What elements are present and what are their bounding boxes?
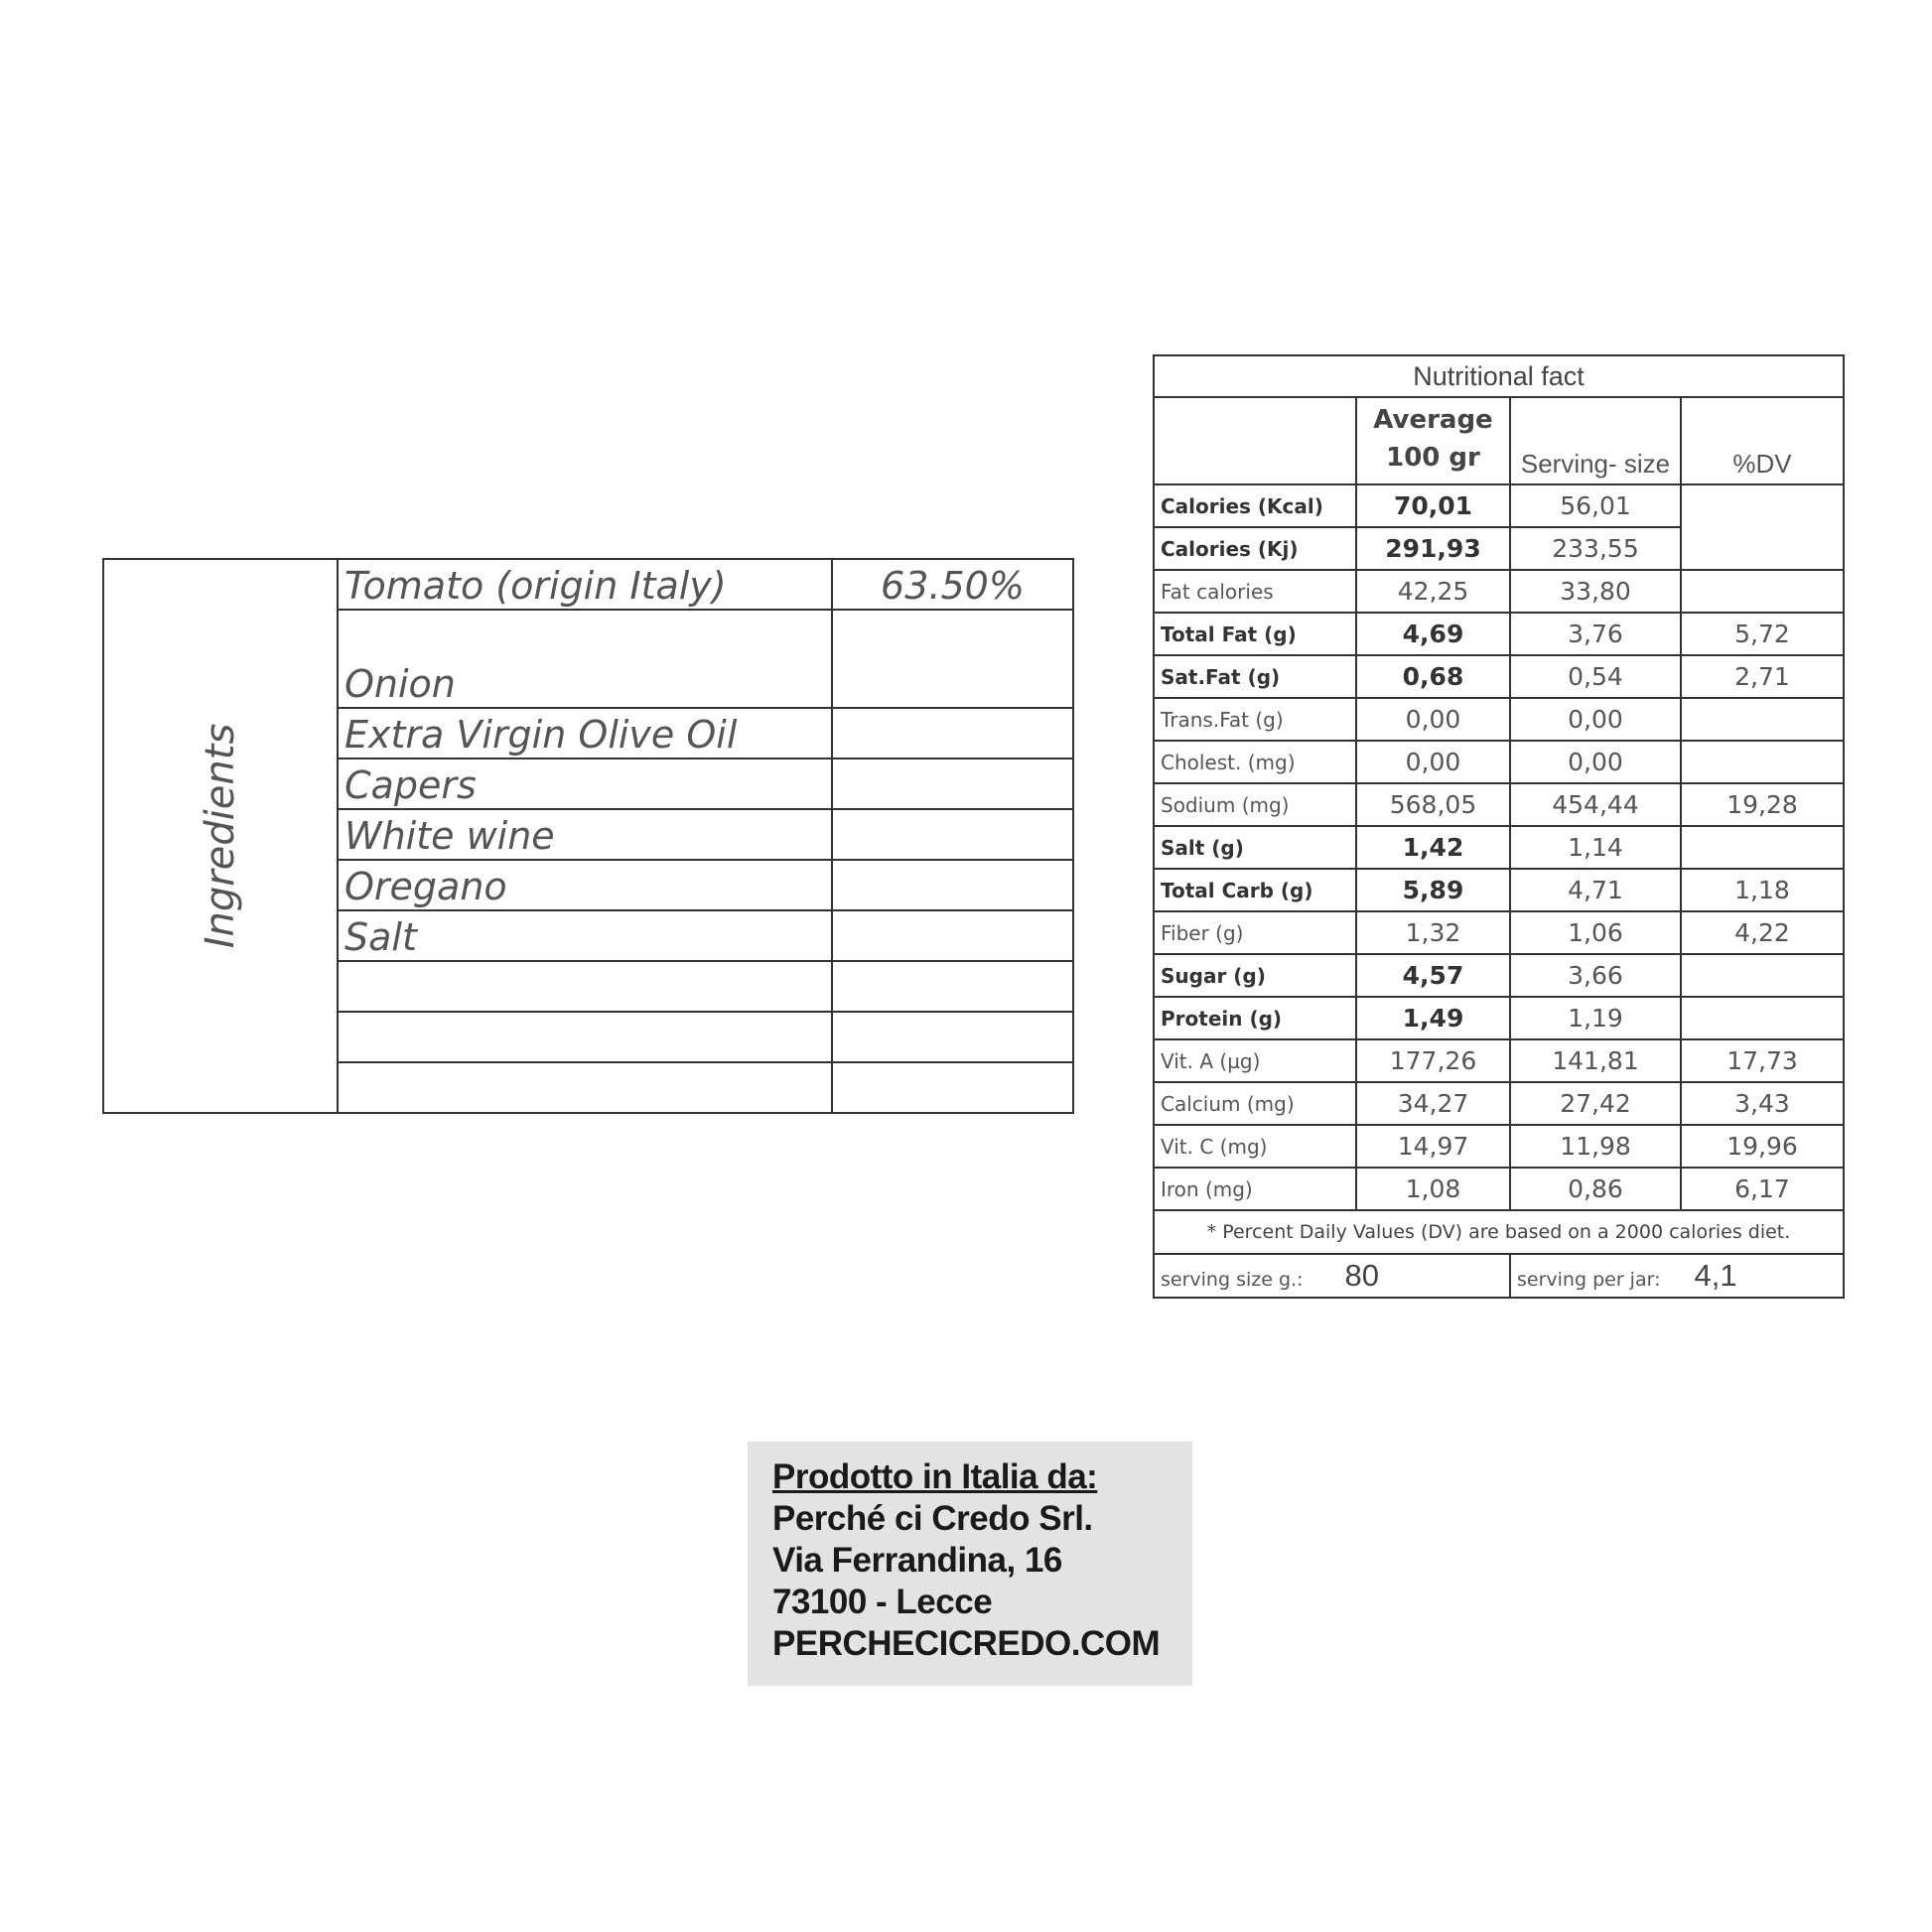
nutrient-label: Total Carb (g) — [1154, 869, 1356, 911]
serving-size-label: serving size g.: — [1161, 1269, 1304, 1291]
dv-footnote: * Percent Daily Values (DV) are based on a 2000 calories diet. — [1154, 1210, 1844, 1254]
nutrient-average-value: 0,00 — [1356, 698, 1510, 741]
header-average-line1: Average — [1373, 405, 1493, 435]
nutrient-row — [1154, 570, 1844, 613]
nutrient-serving-value: 56,01 — [1510, 484, 1681, 527]
nutrient-dv-value — [1681, 826, 1844, 869]
nutrient-serving-value: 0,86 — [1510, 1168, 1681, 1210]
ingredients-table — [102, 558, 1074, 1114]
nutrient-row — [1154, 1039, 1844, 1082]
producer-line: Via Ferrandina, 16 — [772, 1541, 1062, 1580]
nutrient-serving-value: 1,19 — [1510, 997, 1681, 1039]
nutrient-dv-value: 3,43 — [1681, 1082, 1844, 1125]
nutrient-average-value: 0,00 — [1356, 741, 1510, 783]
ingredient-name: Tomato (origin Italy) — [338, 559, 832, 610]
nutrient-row — [1154, 783, 1844, 826]
nutrient-label: Vit. C (mg) — [1154, 1125, 1356, 1168]
producer-line: 73100 - Lecce — [772, 1583, 993, 1621]
nutrient-average-value: 0,68 — [1356, 655, 1510, 698]
nutrient-average-value: 177,26 — [1356, 1039, 1510, 1082]
footnote-row — [1154, 1210, 1844, 1254]
nutrient-serving-value: 0,00 — [1510, 698, 1681, 741]
header-dv: %DV — [1681, 397, 1844, 484]
ingredient-percent — [832, 759, 1073, 809]
ingredient-name: Capers — [338, 759, 832, 809]
nutrient-label: Sat.Fat (g) — [1154, 655, 1356, 698]
nutrient-serving-value: 11,98 — [1510, 1125, 1681, 1168]
nutrient-serving-value: 0,54 — [1510, 655, 1681, 698]
ingredient-percent — [832, 961, 1073, 1012]
nutrient-row — [1154, 1168, 1844, 1210]
nutrient-label: Fat calories — [1154, 570, 1356, 613]
nutrient-dv-value: 2,71 — [1681, 655, 1844, 698]
header-average — [1356, 397, 1510, 484]
nutrient-dv-value — [1681, 484, 1844, 570]
nutrient-dv-value: 17,73 — [1681, 1039, 1844, 1082]
nutrient-label: Salt (g) — [1154, 826, 1356, 869]
serving-per-jar-value: 4,1 — [1694, 1258, 1737, 1293]
ingredient-percent — [832, 1012, 1073, 1062]
nutrient-average-value: 568,05 — [1356, 783, 1510, 826]
header-average-line2: 100 gr — [1386, 443, 1480, 473]
nutrient-average-value: 1,32 — [1356, 911, 1510, 954]
ingredient-name: White wine — [338, 809, 832, 860]
nutrient-label: Cholest. (mg) — [1154, 741, 1356, 783]
ingredient-percent: 63.50% — [832, 559, 1073, 610]
ingredient-percent — [832, 809, 1073, 860]
serving-size-value: 80 — [1344, 1258, 1379, 1293]
nutrient-serving-value: 3,66 — [1510, 954, 1681, 997]
producer-line: Perché ci Credo Srl. — [772, 1499, 1093, 1538]
nutrient-row — [1154, 911, 1844, 954]
nutrient-dv-value: 4,22 — [1681, 911, 1844, 954]
nutrient-row — [1154, 826, 1844, 869]
nutrient-row — [1154, 1082, 1844, 1125]
producer-line: PERCHECICREDO.COM — [772, 1624, 1161, 1663]
nutrient-label: Iron (mg) — [1154, 1168, 1356, 1210]
nutrient-row — [1154, 741, 1844, 783]
nutrient-dv-value — [1681, 954, 1844, 997]
nutrient-average-value: 70,01 — [1356, 484, 1510, 527]
nutrient-average-value: 5,89 — [1356, 869, 1510, 911]
serving-per-jar-cell — [1510, 1254, 1844, 1298]
nutrient-label: Vit. A (µg) — [1154, 1039, 1356, 1082]
nutrient-average-value: 1,08 — [1356, 1168, 1510, 1210]
nutrient-serving-value: 0,00 — [1510, 741, 1681, 783]
nutrient-label: Protein (g) — [1154, 997, 1356, 1039]
nutrient-label: Fiber (g) — [1154, 911, 1356, 954]
nutrient-serving-value: 233,55 — [1510, 527, 1681, 570]
nutrient-row — [1154, 1125, 1844, 1168]
nutrient-label: Calories (Kcal) — [1154, 484, 1356, 527]
nutrient-dv-value — [1681, 570, 1844, 613]
nutrient-average-value: 1,42 — [1356, 826, 1510, 869]
nutrient-serving-value: 141,81 — [1510, 1039, 1681, 1082]
nutrient-serving-value: 1,06 — [1510, 911, 1681, 954]
nutrient-serving-value: 4,71 — [1510, 869, 1681, 911]
nutrient-row — [1154, 997, 1844, 1039]
nutrition-header-row — [1154, 397, 1844, 484]
ingredient-row — [103, 559, 1073, 610]
nutrient-label: Sugar (g) — [1154, 954, 1356, 997]
nutrient-dv-value: 6,17 — [1681, 1168, 1844, 1210]
nutrient-label: Trans.Fat (g) — [1154, 698, 1356, 741]
producer-heading: Prodotto in Italia da: — [772, 1457, 1098, 1496]
nutrient-label: Calcium (mg) — [1154, 1082, 1356, 1125]
nutrient-row — [1154, 954, 1844, 997]
nutrient-row — [1154, 484, 1844, 527]
nutrition-title-row — [1154, 355, 1844, 397]
producer-label — [748, 1442, 1192, 1686]
ingredient-name — [338, 961, 832, 1012]
nutrient-row — [1154, 698, 1844, 741]
serving-size-cell — [1154, 1254, 1510, 1298]
nutrient-dv-value: 1,18 — [1681, 869, 1844, 911]
ingredient-name — [338, 1012, 832, 1062]
nutrition-title: Nutritional fact — [1154, 355, 1844, 397]
ingredient-name: Salt — [338, 910, 832, 961]
nutrient-row — [1154, 613, 1844, 655]
ingredient-name: Extra Virgin Olive Oil — [338, 708, 832, 759]
nutrient-serving-value: 27,42 — [1510, 1082, 1681, 1125]
nutrient-average-value: 42,25 — [1356, 570, 1510, 613]
nutrient-average-value: 14,97 — [1356, 1125, 1510, 1168]
nutrient-serving-value: 454,44 — [1510, 783, 1681, 826]
ingredient-percent — [832, 610, 1073, 708]
nutrient-dv-value: 19,28 — [1681, 783, 1844, 826]
ingredient-percent — [832, 910, 1073, 961]
nutrient-dv-value: 19,96 — [1681, 1125, 1844, 1168]
ingredient-name: Onion — [338, 610, 832, 708]
nutrient-serving-value: 3,76 — [1510, 613, 1681, 655]
ingredients-heading-cell — [103, 559, 338, 1113]
nutrient-average-value: 34,27 — [1356, 1082, 1510, 1125]
header-empty — [1154, 397, 1356, 484]
nutrient-average-value: 291,93 — [1356, 527, 1510, 570]
nutrient-average-value: 4,57 — [1356, 954, 1510, 997]
nutrient-label: Calories (Kj) — [1154, 527, 1356, 570]
nutrient-average-value: 4,69 — [1356, 613, 1510, 655]
serving-row — [1154, 1254, 1844, 1298]
nutrient-label: Total Fat (g) — [1154, 613, 1356, 655]
ingredient-percent — [832, 860, 1073, 910]
serving-per-jar-label: serving per jar: — [1517, 1269, 1661, 1291]
header-serving-size: Serving- size — [1510, 397, 1681, 484]
nutrient-dv-value — [1681, 997, 1844, 1039]
ingredient-name: Oregano — [338, 860, 832, 910]
ingredients-heading: Ingredients — [198, 723, 243, 949]
nutrient-dv-value — [1681, 698, 1844, 741]
nutrition-facts-table — [1153, 354, 1845, 1299]
nutrient-serving-value: 1,14 — [1510, 826, 1681, 869]
nutrient-dv-value — [1681, 741, 1844, 783]
ingredient-percent — [832, 708, 1073, 759]
nutrient-label: Sodium (mg) — [1154, 783, 1356, 826]
ingredient-name — [338, 1062, 832, 1113]
nutrient-serving-value: 33,80 — [1510, 570, 1681, 613]
nutrient-row — [1154, 655, 1844, 698]
nutrient-row — [1154, 869, 1844, 911]
ingredient-percent — [832, 1062, 1073, 1113]
nutrient-average-value: 1,49 — [1356, 997, 1510, 1039]
nutrient-dv-value: 5,72 — [1681, 613, 1844, 655]
